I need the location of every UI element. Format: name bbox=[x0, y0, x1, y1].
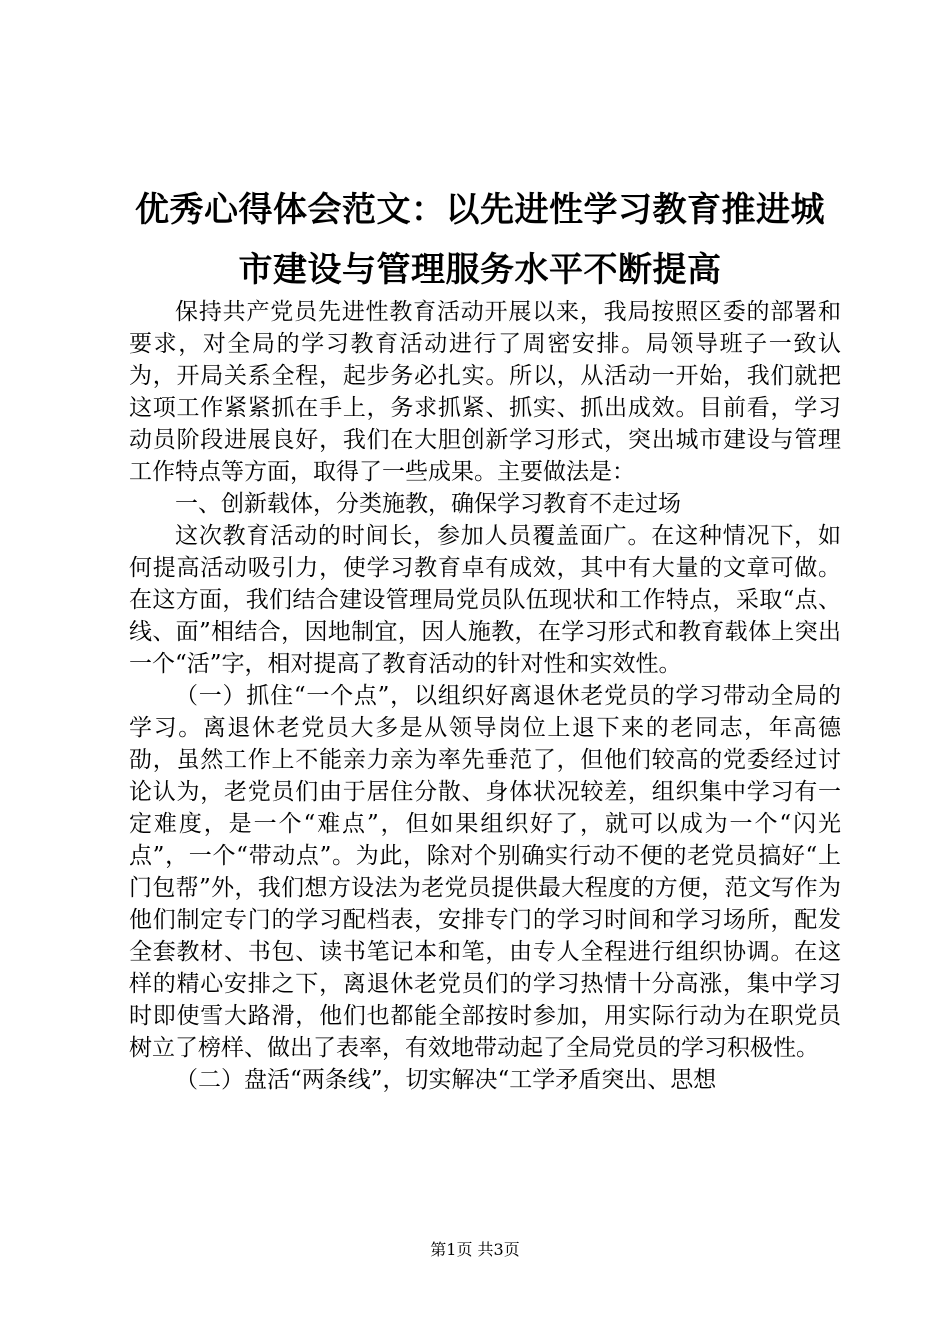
section-heading-1: 一、创新载体，分类施教，确保学习教育不走过场 bbox=[175, 491, 681, 517]
title-line-1: 优秀心得体会范文：以先进性学习教育推进城 bbox=[135, 190, 825, 230]
title-line-2: 市建设与管理服务水平不断提高 bbox=[238, 250, 722, 290]
paragraph-section-1: 这次教育活动的时间长，参加人员覆盖面广。在这种情况下，如何提高活动吸引力，使学习教育卓有成效，其中有大量的文章可做。在这方面，我们结合建设管理局党员队伍现状和工作特点，采取“点、线、面”相结合，因地制宜，因人施教，在学习形式和教育载体上突出一个“活”字，相对提高了教育活动的针对性和实效性。 bbox=[129, 523, 841, 677]
document-body bbox=[129, 296, 841, 1096]
paragraph-subsection-2: （二）盘活“两条线”，切实解决“工学矛盾突出、思想 bbox=[175, 1067, 717, 1093]
document-title bbox=[120, 180, 840, 300]
paragraph-intro: 保持共产党员先进性教育活动开展以来，我局按照区委的部署和要求，对全局的学习教育活动进行了周密安排。局领导班子一致认为，开局关系全程，起步务必扎实。所以，从活动一开始，我们就把这项工作紧紧抓在手上，务求抓紧、抓实、抓出成效。目前看，学习动员阶段进展良好，我们在大胆创新学习形式，突出城市建设与管理工作特点等方面，取得了一些成果。主要做法是： bbox=[129, 299, 841, 485]
page-footer: 第1页 共3页 bbox=[430, 1240, 520, 1259]
paragraph-subsection-1: （一）抓住“一个点”，以组织好离退休老党员的学习带动全局的学习。离退休老党员大多是从领导岗位上退下来的老同志，年高德劭，虽然工作上不能亲力亲为率先垂范了，但他们较高的党委经过讨论认为，老党员们由于居住分散、身体状况较差，组织集中学习有一定难度，是一个“难点”，但如果组织好了，就可以成为一个“闪光点”，一个“带动点”。为此，除对个别确实行动不便的老党员搞好“上门包帮”外，我们想方设法为老党员提供最大程度的方便，范文写作为他们制定专门的学习配档表，安排专门的学习时间和学习场所，配发全套教材、书包、读书笔记本和笔，由专人全程进行组织协调。在这样的精心安排之下，离退休老党员们的学习热情十分高涨，集中学习时即使雪大路滑，他们也都能全部按时参加，用实际行动为在职党员树立了榜样、做出了表率，有效地带动起了全局党员的学习积极性。 bbox=[129, 683, 841, 1061]
